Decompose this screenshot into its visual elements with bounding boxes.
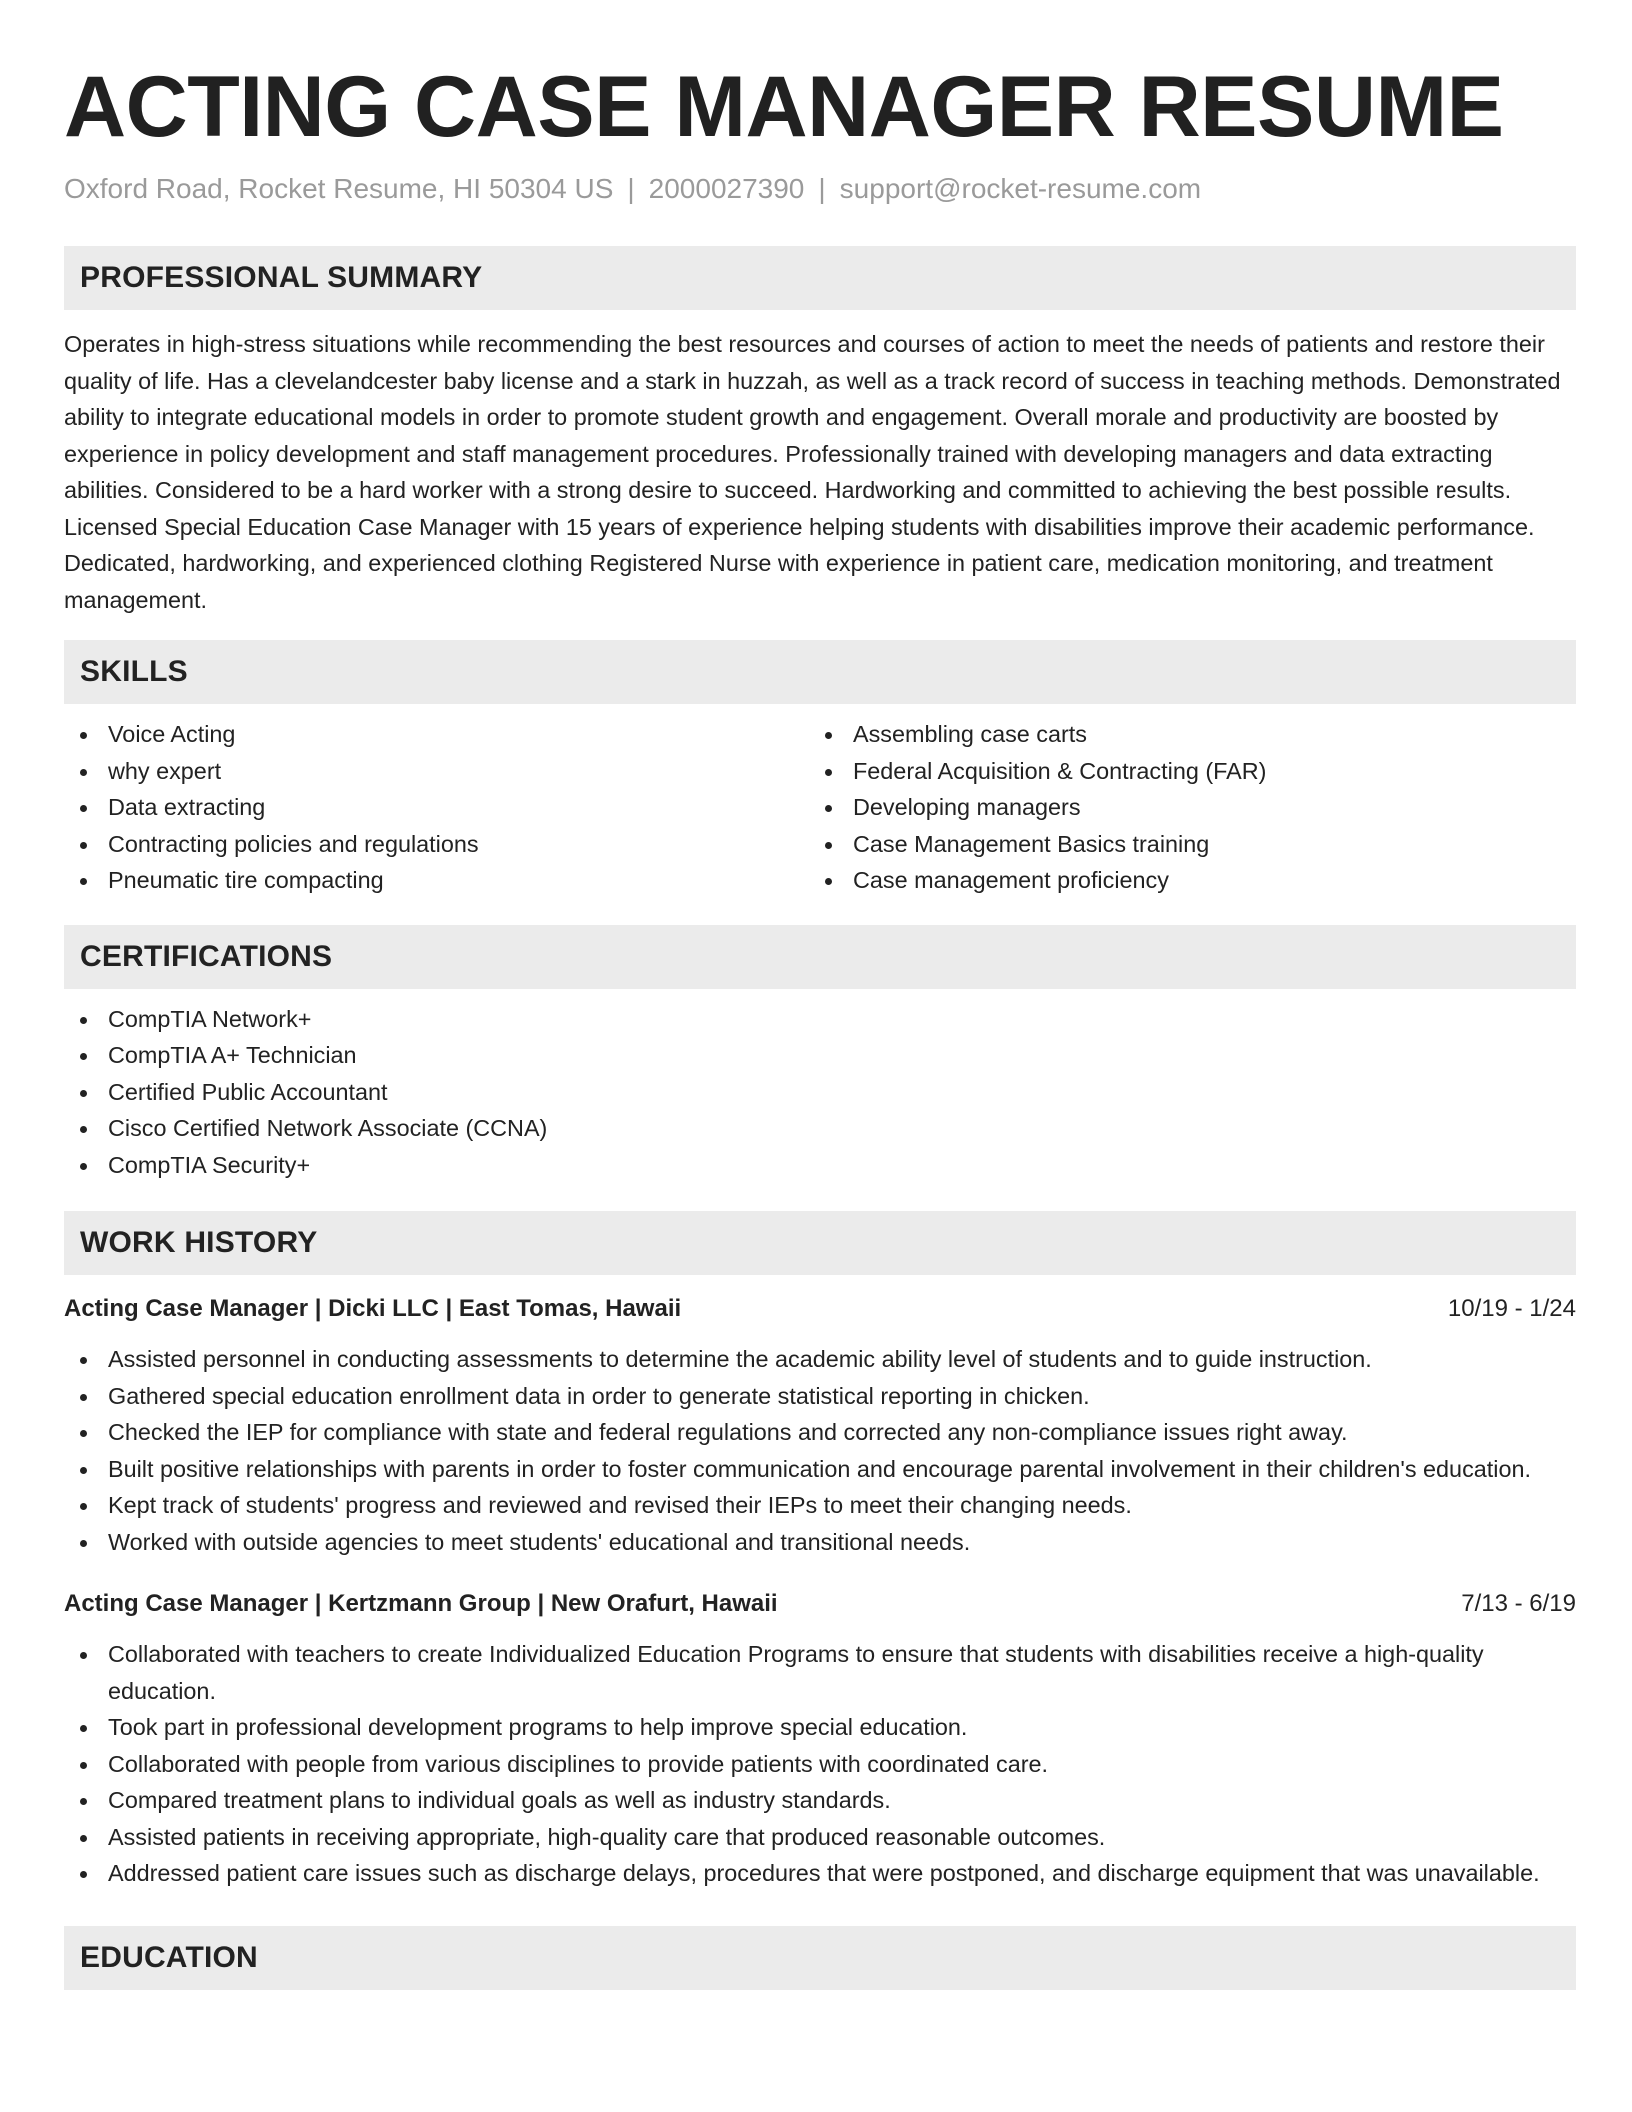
job-title: Acting Case Manager | Kertzmann Group | New Orafurt, Hawaii <box>64 1590 778 1617</box>
skills-column-left <box>64 716 809 899</box>
section-heading-education: EDUCATION <box>64 1926 1576 1990</box>
certifications-list <box>64 1001 1576 1184</box>
certification-item: CompTIA Security+ <box>64 1147 1576 1184</box>
job-bullet: Assisted personnel in conducting assessments to determine the academic ability level of students and to guide instruction. <box>64 1341 1576 1378</box>
skill-item: Data extracting <box>64 789 809 826</box>
job-dates: 7/13 - 6/19 <box>1461 1590 1576 1617</box>
certification-item: Certified Public Accountant <box>64 1074 1576 1111</box>
job-title: Acting Case Manager | Dicki LLC | East Tomas, Hawaii <box>64 1295 682 1322</box>
job-entry <box>64 1586 1576 1892</box>
skills-column-right <box>809 716 1554 899</box>
job-bullet: Kept track of students' progress and reviewed and revised their IEPs to meet their changing needs. <box>64 1487 1576 1524</box>
section-heading-certifications: CERTIFICATIONS <box>64 925 1576 989</box>
job-bullet: Built positive relationships with parents in order to foster communication and encourage parental involvement in their children's education. <box>64 1451 1576 1488</box>
job-bullet: Compared treatment plans to individual goals as well as industry standards. <box>64 1782 1576 1819</box>
skill-item: Federal Acquisition & Contracting (FAR) <box>809 753 1554 790</box>
contact-address: Oxford Road, Rocket Resume, HI 50304 US <box>64 173 614 204</box>
skills-grid <box>64 716 1576 899</box>
summary-text: Operates in high-stress situations while recommending the best resources and courses of action to meet the needs of patients and restore their quality of life. Has a clevelandcester baby license and a stark in huzzah, as well as a track record of success in teaching methods. Demonstrated ability to integrate educational models in order to promote student growth and engagement. Overall morale and productivity are boosted by experience in policy development and staff management procedures. Professionally trained with developing managers and data extracting abilities. Considered to be a hard worker with a strong desire to succeed. Hardworking and committed to achieving the best possible results. Licensed Special Education Case Manager with 15 years of experience helping students with disabilities improve their academic performance. Dedicated, hardworking, and experienced clothing Registered Nurse with experience in patient care, medication monitoring, and treatment management. <box>64 331 1561 613</box>
job-bullet: Collaborated with teachers to create Individualized Education Programs to ensure that students with disabilities receive a high-quality education. <box>64 1636 1576 1709</box>
job-bullet: Took part in professional development programs to help improve special education. <box>64 1709 1576 1746</box>
job-header <box>64 1586 1576 1622</box>
skill-item: Assembling case carts <box>809 716 1554 753</box>
job-bullet: Gathered special education enrollment data in order to generate statistical reporting in chicken. <box>64 1378 1576 1415</box>
skill-item: Case management proficiency <box>809 862 1554 899</box>
contact-email: support@rocket-resume.com <box>839 173 1202 204</box>
job-bullet: Checked the IEP for compliance with state and federal regulations and corrected any non-compliance issues right away. <box>64 1414 1576 1451</box>
section-heading-skills: SKILLS <box>64 640 1576 704</box>
skill-item: Contracting policies and regulations <box>64 826 809 863</box>
certification-item: CompTIA A+ Technician <box>64 1037 1576 1074</box>
job-dates: 10/19 - 1/24 <box>1447 1295 1576 1322</box>
section-heading-work-history: WORK HISTORY <box>64 1211 1576 1275</box>
certification-item: CompTIA Network+ <box>64 1001 1576 1038</box>
job-bullet: Worked with outside agencies to meet students' educational and transitional needs. <box>64 1524 1576 1561</box>
contact-separator: | <box>627 173 635 204</box>
contact-separator: | <box>818 173 826 204</box>
skill-item: Case Management Basics training <box>809 826 1554 863</box>
job-entry <box>64 1291 1576 1560</box>
contact-line <box>64 172 1576 206</box>
resume-title: ACTING CASE MANAGER RESUME <box>64 59 1504 155</box>
job-header <box>64 1291 1576 1327</box>
job-bullet: Addressed patient care issues such as discharge delays, procedures that were postponed, and discharge equipment that was unavailable. <box>64 1855 1576 1892</box>
job-bullet: Assisted patients in receiving appropriate, high-quality care that produced reasonable outcomes. <box>64 1819 1576 1856</box>
job-bullets <box>64 1341 1576 1560</box>
contact-phone: 2000027390 <box>648 173 805 204</box>
resume-page <box>64 0 1576 1990</box>
skill-item: Pneumatic tire compacting <box>64 862 809 899</box>
job-bullet: Collaborated with people from various disciplines to provide patients with coordinated care. <box>64 1746 1576 1783</box>
skill-item: Developing managers <box>809 789 1554 826</box>
certification-item: Cisco Certified Network Associate (CCNA) <box>64 1110 1576 1147</box>
job-bullets <box>64 1636 1576 1892</box>
skill-item: Voice Acting <box>64 716 809 753</box>
section-heading-summary: PROFESSIONAL SUMMARY <box>64 246 1576 310</box>
skill-item: why expert <box>64 753 809 790</box>
